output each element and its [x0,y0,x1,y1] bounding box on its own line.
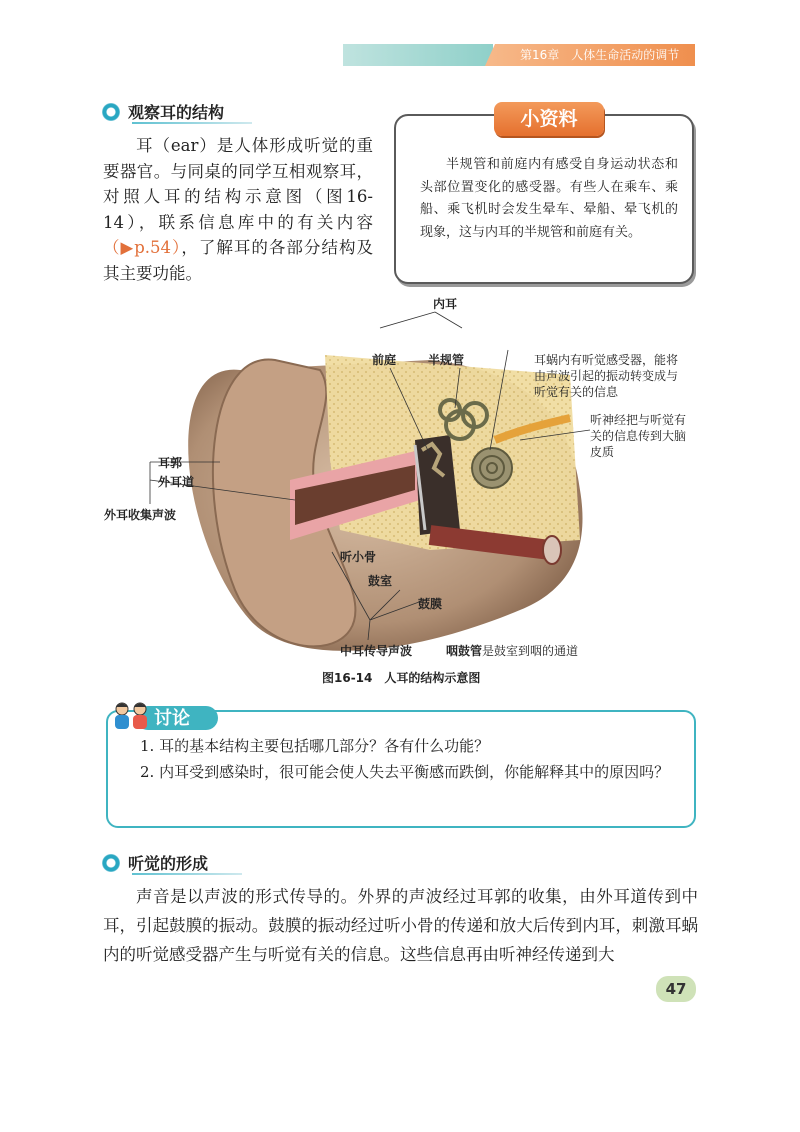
label-ossicles: 听小骨 [340,550,377,564]
intro-text: 耳（ear）是人体形成听觉的重要器官。与同桌的同学互相观察耳，对照人耳的结构示意图（图16-14），联系信息库中的有关内容 [103,136,373,232]
label-outer-ear: 外耳收集声波 [104,508,177,522]
label-tympanic-cavity: 鼓室 [368,574,393,588]
figure-number: 图16-14 [322,671,373,685]
chapter-title: 人体生命活动的调节 [571,48,680,62]
discussion-item-2 [140,760,680,785]
chapter-header [520,46,679,63]
info-box-text: 半规管和前庭内有感受自身运动状态和头部位置变化的感受器。有些人在乘车、乘船、乘飞机时会发生晕车、晕船、晕飞机的现象，这与内耳的半规管和前庭有关。 [420,157,678,240]
students-icon [110,700,154,732]
section-title: 观察耳的结构 [128,103,225,122]
discussion-title: 讨论 [154,708,190,729]
discussion-item-number: 2. [140,763,155,781]
section-heading-hearing [102,851,208,874]
info-box-title: 小资料 [494,102,604,136]
discussion-item-1 [140,734,489,759]
hearing-paragraph: 声音是以声波的形式传导的。外界的声波经过耳郭的收集，由外耳道传到中耳，引起鼓膜的振动。鼓膜的振动经过听小骨的传递和放大后传到内耳，刺激耳蜗内的听觉感受器产生与听觉有关的信息。这些信息再由听神经传递到大 [103,887,698,964]
label-eustachian-bold: 咽鼓管 [446,644,483,658]
header-band-teal [343,44,493,66]
section-heading-ear-structure [102,100,224,123]
section-title: 听觉的形成 [128,854,209,873]
label-auricle: 耳郭 [158,456,183,470]
section-underline [132,122,252,124]
chapter-number: 第16章 [520,48,560,62]
page-number: 47 [656,976,696,1002]
label-eardrum: 鼓膜 [418,597,443,611]
label-ear-canal: 外耳道 [158,475,195,489]
figure-title: 人耳的结构示意图 [384,671,481,685]
label-semicircular-canal: 半规管 [428,353,465,367]
discussion-item-text: 内耳受到感染时，很可能会使人失去平衡感而跌倒，你能解释其中的原因吗？ [159,763,670,781]
discussion-item-text: 耳的基本结构主要包括哪几部分？各有什么功能？ [159,737,490,755]
label-eustachian-tube [446,643,578,659]
label-vestibule: 前庭 [372,353,397,367]
label-cochlea-note: 耳蜗内有听觉感受器，能将由声波引起的振动转变成与听觉有关的信息 [534,353,679,399]
label-eustachian-rest: 是鼓室到咽的通道 [482,644,579,658]
label-inner-ear: 内耳 [433,297,458,311]
section-bullet-icon [102,854,120,872]
section-underline [132,873,242,875]
page-reference-link[interactable]: （▶p.54） [103,238,182,257]
section-bullet-icon [102,103,120,121]
label-middle-ear: 中耳传导声波 [340,644,413,658]
intro-text-tail: ，了解耳的各部分结构及其主要功能。 [103,238,374,283]
discussion-item-number: 1. [140,737,155,755]
label-nerve-note: 听神经把与听觉有关的信息传到大脑皮质 [590,413,687,459]
cochlea-shape [472,448,512,488]
intro-paragraph [103,133,373,286]
figure-caption [322,669,480,686]
